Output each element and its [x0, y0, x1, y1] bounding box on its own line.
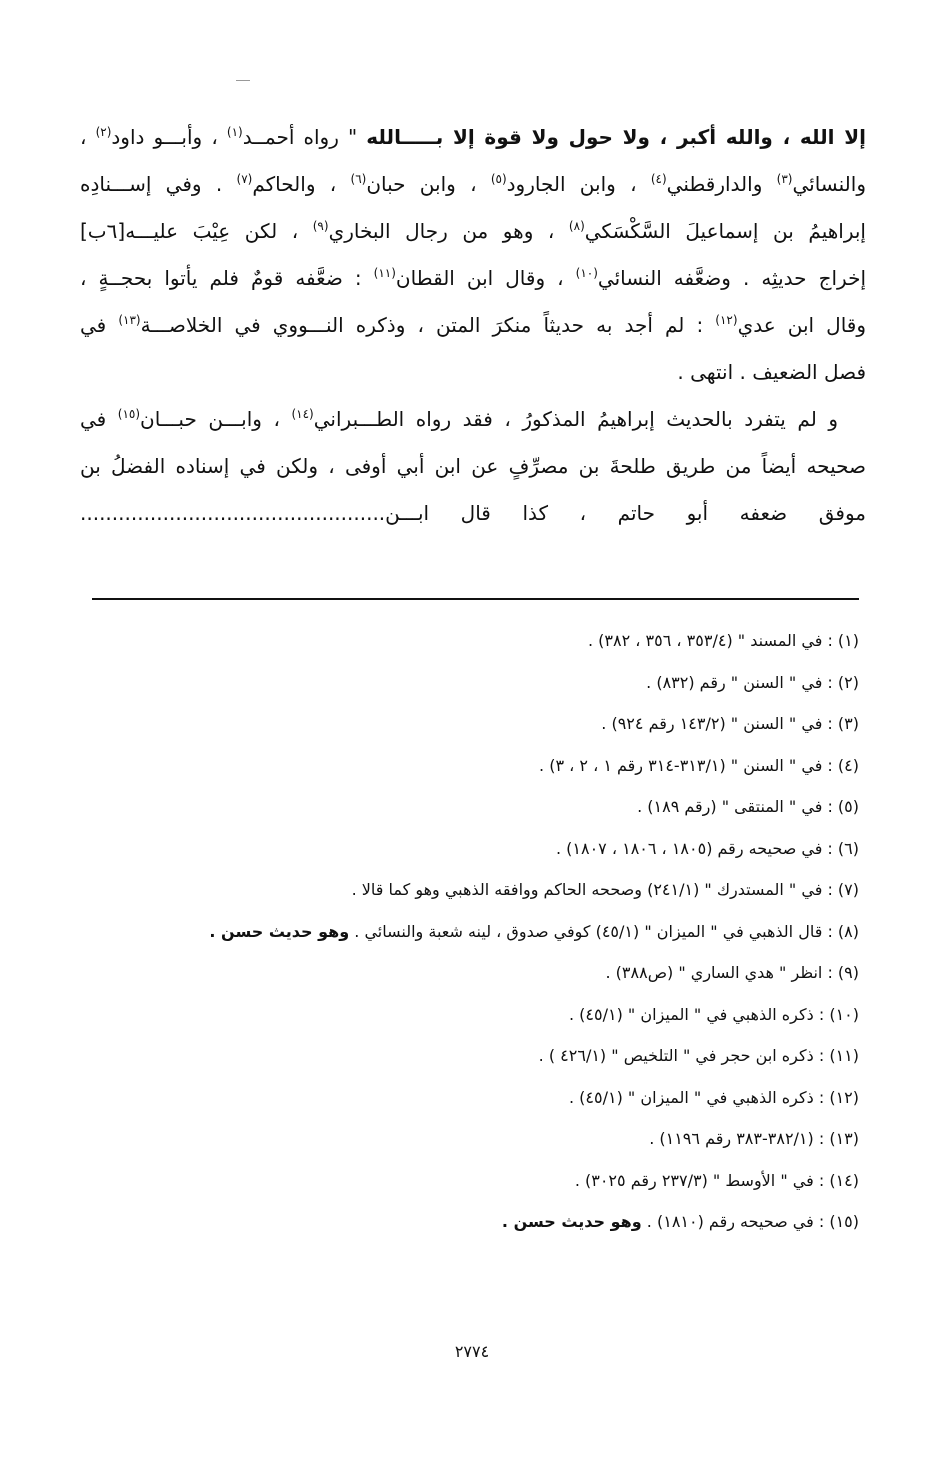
text-run: صحيحه أيضاً من طريق طلحةَ بن مصرِّفٍ عن ابن أبي أوفى ، ولكن في إسناده الفضلُ بن	[80, 454, 866, 478]
text-run: (١٥) : في صحيحه رقم (١٨١٠) .	[641, 1212, 859, 1231]
text-run: (٢) : في " السنن " رقم (٨٣٢) .	[646, 672, 859, 692]
text-run: ، لكن عِيْبَ عليـــه[٦ب]	[80, 219, 313, 243]
text-run: ، وابن حبان	[366, 172, 491, 196]
scan-mark	[236, 80, 250, 81]
main-text	[80, 114, 866, 537]
text-run: . وفي إســـنادِه	[80, 172, 237, 196]
footnote-marker: (٩)	[312, 219, 329, 233]
footnote-item	[159, 751, 859, 793]
footnote-marker: (٢)	[95, 125, 112, 139]
text-run: و لم يتفرد بالحديث إبراهيمُ المذكورُ ، فقد رواه الطـــبراني	[313, 407, 838, 431]
text-line	[80, 349, 866, 396]
text-run: والدارقطني	[666, 172, 777, 196]
text-run: (١) : في المسند " (٣٥٣/٤ ، ٣٥٦ ، ٣٨٢) .	[588, 631, 859, 650]
text-line	[80, 208, 866, 255]
text-run: (١١) : ذكره ابن حجر في " التلخيص " (٤٢٦/١ ) .	[538, 1046, 859, 1065]
text-run: ،	[80, 125, 96, 149]
text-run: وقال ابن عدي	[737, 313, 866, 337]
text-run: (٦) : في صحيحه رقم (١٨٠٥ ، ١٨٠٦ ، ١٨٠٧) .	[555, 838, 859, 858]
text-run: في	[80, 313, 119, 337]
text-run: (١٢) : ذكره الذهبي في " الميزان " (٤٥/١) .	[569, 1087, 859, 1107]
footnote-marker: (١٣)	[118, 313, 141, 327]
text-line	[80, 302, 866, 349]
footnote-item	[159, 1041, 859, 1083]
footnote-item	[159, 668, 859, 710]
footnote-marker: (١٥)	[117, 407, 141, 421]
text-run: موفق ضعفه أبو حاتم ، كذا قال ابـــن................................................	[80, 501, 866, 525]
footnote-item	[159, 709, 859, 751]
text-run: ، وقال ابن القطان	[395, 266, 576, 290]
footnote-item	[159, 626, 859, 668]
text-run: (٣) : في " السنن " (١٤٣/٢ رقم ٩٢٤) .	[601, 714, 859, 733]
text-run: إخراج حديثِه . وضعَّفه النسائي	[597, 266, 866, 290]
footnote-marker: (٣)	[776, 172, 793, 186]
footnote-item	[159, 1124, 859, 1166]
footnote-item	[159, 792, 859, 834]
text-line	[80, 490, 866, 537]
bold-text: وهو حديث حسن .	[209, 921, 350, 941]
footnote-item	[159, 1000, 859, 1042]
text-line	[80, 443, 866, 490]
footnote-marker: (١١)	[373, 266, 396, 280]
text-run: (٩) : انظر " هدي الساري " (ص٣٨٨) .	[605, 963, 859, 982]
text-line	[80, 114, 866, 161]
footnote-marker: (١٢)	[715, 313, 738, 327]
footnote-item	[159, 1166, 859, 1208]
text-run: (١٠) : ذكره الذهبي في " الميزان " (٤٥/١) .	[569, 1004, 859, 1024]
text-run: (٥) : في " المنتقى " (رقم ١٨٩) .	[637, 797, 859, 816]
text-run: ، وابن الجارود	[506, 172, 651, 196]
footnote-marker: (٦)	[350, 172, 367, 186]
footnote-marker: (٥)	[490, 172, 507, 186]
footnote-item	[159, 958, 859, 1000]
text-run: إبراهيمُ بن إسماعيلَ السَّكْسَكي	[584, 219, 866, 243]
bold-text: إلا الله ، والله أكبر ، ولا حول ولا قوة إلا بـــــالله	[366, 125, 866, 149]
text-run: (٨) : قال الذهبي في " الميزان " (٤٥/١) كوفي صدوق ، لينه شعبة والنسائي .	[349, 921, 859, 941]
footnote-item	[159, 1207, 859, 1249]
text-run: ، وابـــن حبـــان	[140, 407, 292, 431]
text-run: " رواه أحمــد	[242, 125, 367, 149]
footnote-item	[159, 917, 859, 959]
footnotes	[159, 626, 859, 1249]
text-run: (١٣) : (٣٨٢/١-٣٨٣ رقم ١١٩٦) .	[649, 1129, 859, 1148]
page-number: ٢٧٧٤	[454, 1342, 490, 1361]
bold-text: وهو حديث حسن .	[501, 1212, 642, 1231]
footnote-marker: (١)	[226, 125, 243, 139]
text-run: ، وهو من رجال البخاري	[328, 219, 569, 243]
text-run: في	[80, 407, 118, 431]
footnote-marker: (٧)	[236, 172, 253, 186]
footnote-separator	[92, 598, 859, 600]
text-run: (٤) : في " السنن " (٣١٣/١-٣١٤ رقم ١ ، ٢ ، ٣) .	[539, 755, 859, 775]
footnote-marker: (١٤)	[291, 407, 314, 421]
text-run: ، والحاكم	[252, 172, 351, 196]
text-run: : ضعَّفه قومٌ فلم يأتوا بحجــةٍ ،	[80, 266, 374, 290]
text-line	[80, 255, 866, 302]
text-run: : لم أجد به حديثاً منكرَ المتن ، وذكره النـــووي في الخلاصـــة	[140, 313, 716, 337]
text-run: (٧) : في " المستدرك " (٢٤١/١) وصححه الحاكم ووافقه الذهبي وهو كما قالا .	[351, 880, 859, 899]
footnote-marker: (١٠)	[575, 266, 598, 280]
text-run: ، وأبـــو داود	[111, 125, 227, 149]
text-line	[80, 396, 866, 443]
text-run: فصل الضعيف . انتهى .	[677, 360, 866, 384]
text-run: (١٤) : في " الأوسط " (٢٣٧/٣ رقم ٣٠٢٥) .	[574, 1170, 859, 1190]
footnote-marker: (٨)	[568, 219, 585, 233]
footnote-item	[159, 875, 859, 917]
footnote-item	[159, 1083, 859, 1125]
footnote-marker: (٤)	[650, 172, 667, 186]
text-run: والنسائي	[792, 172, 866, 196]
text-line	[80, 161, 866, 208]
footnote-item	[159, 834, 859, 876]
